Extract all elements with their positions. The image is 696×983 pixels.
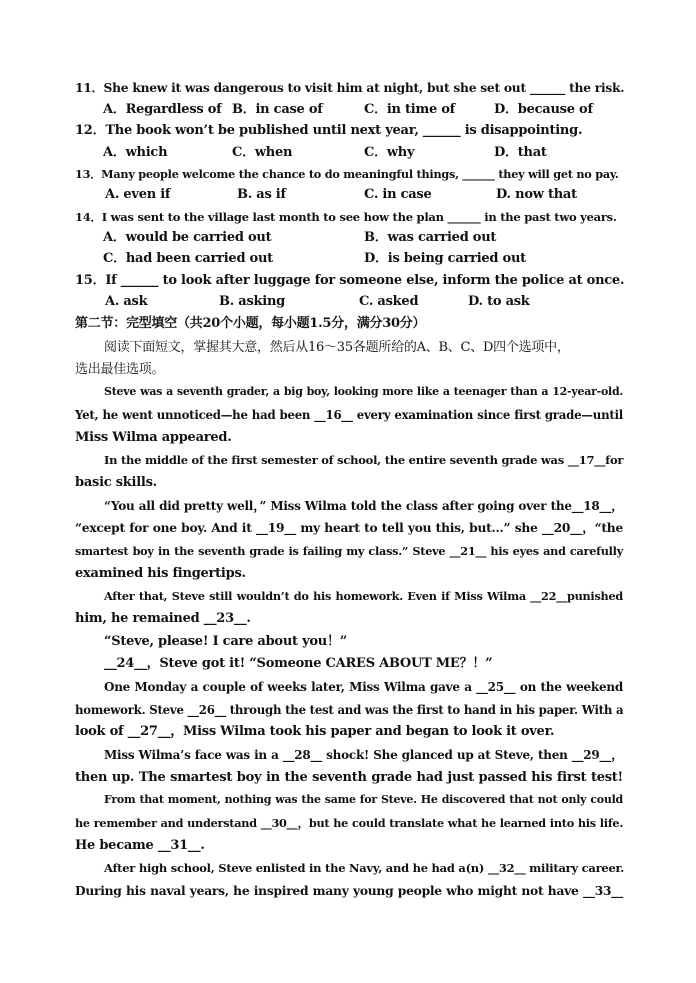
- option-d: D. to ask: [468, 294, 530, 309]
- question-11-stem: 11．She knew it was dangerous to visit him at night, but she set out ______ the risk.: [75, 80, 625, 95]
- option-b: C．when: [232, 145, 293, 160]
- question-15-stem: 15．If ______ to look after luggage for someone else, inform the police at once.: [75, 273, 625, 288]
- passage-line: “except for one boy. And it __19__ my heart to tell you this, but...” she __20__，“the: [75, 520, 623, 535]
- section-instruction-cont: 选出最佳选项。: [75, 362, 165, 377]
- passage-line: him, he remained __23__.: [75, 611, 251, 626]
- option-c: C．in time of: [364, 102, 456, 117]
- passage-line: Yet, he went unnoticed—he had been __16__ every examination since first grade—until: [75, 408, 623, 422]
- passage-line: Miss Wilma appeared.: [75, 430, 232, 445]
- option-b: B. asking: [219, 294, 286, 309]
- option-d: D．is being carried out: [364, 251, 526, 266]
- option-c: C. asked: [359, 294, 419, 309]
- question-12-stem: 12．The book won’t be published until next year, ______ is disappointing.: [75, 123, 583, 138]
- passage-line: smartest boy in the seventh grade is failing my class.” Steve __21__ his eyes and carefully: [75, 544, 623, 558]
- passage-line: basic skills.: [75, 475, 157, 490]
- option-d: D．that: [494, 145, 547, 160]
- passage-line: __24__，Steve got it! “Someone CARES ABOUT ME？！”: [104, 656, 493, 671]
- option-a: A．which: [103, 145, 168, 160]
- passage-line: Steve was a seventh grader, a big boy, looking more like a teenager than a 12-year-old.: [104, 385, 623, 398]
- passage-line: Miss Wilma’s face was in a __28__ shock! She glanced up at Steve, then __29__，: [104, 748, 623, 762]
- passage-line: In the middle of the first semester of school, the entire seventh grade was __17__for: [104, 453, 624, 467]
- option-a: A. ask: [105, 294, 148, 309]
- passage-line: he remember and understand __30__，but he could translate what he learned into his life.: [75, 816, 623, 830]
- option-b: B．was carried out: [364, 230, 497, 245]
- option-d: D．because of: [494, 102, 593, 117]
- passage-line: One Monday a couple of weeks later, Miss Wilma gave a __25__ on the weekend: [104, 680, 623, 694]
- option-a: A．would be carried out: [103, 230, 272, 245]
- passage-line: homework. Steve __26__ through the test and was the first to hand in his paper. With a: [75, 703, 624, 717]
- passage-line: During his naval years, he inspired many young people who might not have __33__: [75, 883, 623, 898]
- option-b: B. as if: [237, 187, 286, 202]
- passage-line: He became __31__.: [75, 838, 205, 853]
- option-c: C. in case: [364, 187, 432, 202]
- option-a: A．Regardless of: [103, 102, 222, 117]
- passage-line: look of __27__，Miss Wilma took his paper and began to look it over.: [75, 724, 555, 739]
- passage-line: After that, Steve still wouldn’t do his homework. Even if Miss Wilma __22__punished: [104, 589, 623, 603]
- passage-line: then up. The smartest boy in the seventh grade had just passed his first test!: [75, 770, 623, 785]
- option-c: C．had been carried out: [103, 251, 273, 266]
- passage-line: “Steve, please! I care about you！”: [104, 634, 347, 649]
- option-d: D. now that: [496, 187, 577, 202]
- passage-line: “You all did pretty well，” Miss Wilma told the class after going over the__18__，: [104, 499, 623, 513]
- section-heading: 第二节：完型填空（共20个小题，每小题1.5分，满分30分）: [75, 316, 426, 331]
- passage-line: After high school, Steve enlisted in the Navy, and he had a(n) __32__ military career.: [104, 861, 625, 875]
- question-13-stem: 13．Many people welcome the chance to do meaningful things, ______ they will get no pay.: [75, 167, 619, 181]
- question-14-stem: 14．I was sent to the village last month to see how the plan ______ in the past two years.: [75, 210, 617, 224]
- passage-line: examined his fingertips.: [75, 566, 246, 581]
- section-instruction: 阅读下面短文，掌握其大意，然后从16～35各题所给的A、B、C、D四个选项中，: [104, 340, 570, 355]
- option-b: B．in case of: [232, 102, 323, 117]
- option-c: C．why: [364, 145, 415, 160]
- option-a: A. even if: [105, 187, 171, 202]
- passage-line: From that moment, nothing was the same for Steve. He discovered that not only could: [104, 793, 623, 806]
